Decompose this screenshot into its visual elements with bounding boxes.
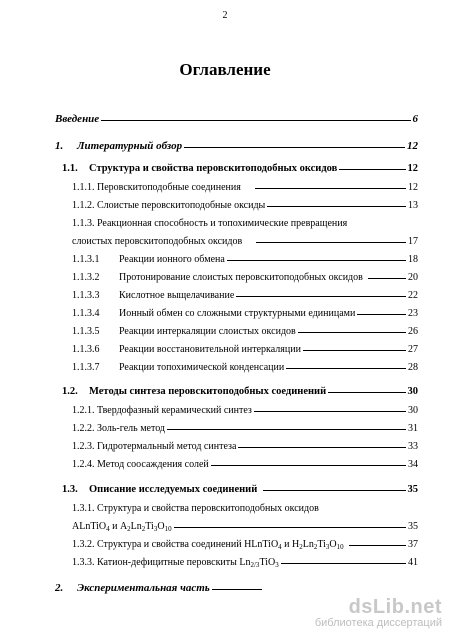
toc-entry-label: Структура и свойства перовскитоподобных оксидов — [89, 163, 338, 174]
toc-entry-chapter-2 — [55, 582, 264, 594]
toc-entry-page: 26 — [408, 326, 418, 337]
toc-entry-1-1-3-4 — [72, 308, 418, 320]
toc-entry-page: 12 — [407, 140, 418, 152]
leader-line — [174, 527, 406, 528]
leader-line — [236, 296, 406, 297]
toc-entry-chapter-1 — [55, 140, 418, 152]
toc-entry-label: Реакции восстановительной интеркаляции — [119, 344, 301, 355]
toc-entry-page: 6 — [412, 113, 418, 125]
leader-line — [368, 278, 406, 279]
leader-line — [357, 314, 406, 315]
toc-entry-page: 30 — [407, 386, 418, 397]
leader-line — [303, 350, 406, 351]
leader-line — [167, 429, 406, 430]
toc-entry-number: 1.1.3.6 — [72, 344, 100, 355]
toc-entry-section-1-3 — [62, 484, 418, 496]
toc-entry-label: 1.1.3. Реакционная способность и топохимические превращения — [72, 218, 348, 229]
toc-entry-page: 41 — [408, 557, 418, 568]
toc-entry-label: Реакции интеркаляции слоистых оксидов — [119, 326, 296, 337]
leader-line — [184, 147, 405, 148]
toc-entry-label: 1.2.2. Золь-гель метод — [72, 423, 166, 434]
toc-entry-1-1-2 — [72, 200, 418, 212]
toc-entry-1-1-3-2 — [72, 272, 418, 284]
toc-entry-1-2-4 — [72, 459, 418, 471]
toc-entry-page: 13 — [408, 200, 418, 211]
toc-entry-page: 34 — [408, 459, 418, 470]
toc-entry-label: Реакции топохимической конденсации — [119, 362, 285, 373]
toc-entry-label: Введение — [55, 113, 100, 125]
toc-entry-label: Литературный обзор — [77, 140, 183, 152]
toc-entry-page: 17 — [408, 236, 418, 247]
toc-entry-page: 35 — [407, 484, 418, 495]
leader-line — [255, 188, 406, 189]
leader-line — [227, 260, 406, 261]
toc-entry-1-1-1 — [72, 182, 418, 194]
toc-entry-1-3-1-line2 — [72, 521, 418, 533]
toc-entry-page: 33 — [408, 441, 418, 452]
toc-entry-number: 1.1.3.7 — [72, 362, 100, 373]
toc-entry-number: 2. — [55, 582, 64, 594]
toc-entry-page: 20 — [408, 272, 418, 283]
leader-line — [254, 411, 406, 412]
toc-entry-page: 12 — [407, 163, 418, 174]
toc-entry-1-2-1 — [72, 405, 418, 417]
leader-line — [256, 242, 406, 243]
toc-entry-page: 30 — [408, 405, 418, 416]
toc-entry-1-1-3-line2 — [72, 236, 418, 248]
toc-entry-page: 27 — [408, 344, 418, 355]
toc-entry-1-2-2 — [72, 423, 418, 435]
leader-line — [286, 368, 406, 369]
leader-line — [211, 465, 406, 466]
toc-entry-page: 31 — [408, 423, 418, 434]
toc-entry-1-3-2 — [72, 539, 418, 551]
toc-entry-label: 1.2.3. Гидротермальный метод синтеза — [72, 441, 237, 452]
toc-entry-page: 28 — [408, 362, 418, 373]
toc-entry-page: 23 — [408, 308, 418, 319]
page-number: 2 — [222, 10, 228, 21]
leader-line — [328, 392, 405, 393]
toc-entry-label: 1.2.1. Твердофазный керамический синтез — [72, 405, 252, 416]
toc-entry-label: Методы синтеза перовскитоподобных соединений — [89, 386, 327, 397]
toc-entry-label: Протонирование слоистых перовскитоподобных оксидов — [119, 272, 363, 283]
leader-line — [298, 332, 406, 333]
toc-entry-label: Описание исследуемых соединений — [89, 484, 258, 495]
toc-entry-number: 1.3. — [62, 484, 78, 495]
toc-entry-1-1-3-3 — [72, 290, 418, 302]
toc-entry-introduction — [55, 113, 418, 125]
toc-entry-label: Реакции ионного обмена — [119, 254, 225, 265]
toc-entry-1-1-3-line1 — [72, 218, 418, 230]
toc-entry-number: 1.1.3.3 — [72, 290, 100, 301]
toc-entry-number: 1.1.3.2 — [72, 272, 100, 283]
leader-line — [212, 589, 262, 590]
leader-line — [101, 120, 410, 121]
toc-entry-label: 1.3.1. Структура и свойства перовскитоподобных оксидов — [72, 503, 319, 514]
watermark-subtitle: библиотека диссертаций — [314, 617, 442, 629]
toc-entry-1-1-3-6 — [72, 344, 418, 356]
toc-entry-label: Ионный обмен со сложными структурными единицами — [119, 308, 356, 319]
toc-entry-1-3-1-line1 — [72, 503, 418, 515]
toc-entry-page: 12 — [408, 182, 418, 193]
toc-entry-number: 1.1. — [62, 163, 78, 174]
toc-entry-page: 37 — [408, 539, 418, 550]
toc-title: Оглавление — [179, 60, 271, 79]
leader-line — [281, 563, 406, 564]
watermark-logo: dsLib.net — [348, 596, 442, 618]
leader-line — [263, 490, 405, 491]
leader-line — [267, 206, 406, 207]
leader-line — [339, 169, 405, 170]
toc-entry-formula: ALnTiO$_4$ и $A_2Ln_2Ti_3O_{10}$ — [72, 521, 172, 533]
toc-entry-section-1-1 — [62, 163, 418, 175]
toc-entry-1-2-3 — [72, 441, 418, 453]
toc-entry-label: Экспериментальная часть — [77, 582, 210, 594]
watermark — [315, 596, 442, 629]
toc-entry-label: 1.3.3. Катион-дефицитные перовскиты $Ln_{2/3}TiO_3$ — [72, 557, 279, 569]
toc-entry-label: 1.1.2. Слоистые перовскитоподобные оксиды — [72, 200, 266, 211]
toc-entry-section-1-2 — [62, 386, 418, 398]
toc-entry-1-3-3 — [72, 557, 418, 569]
toc-entry-number: 1.2. — [62, 386, 78, 397]
toc-entry-label: 1.1.1. Перовскитоподобные соединения — [72, 182, 241, 193]
toc-entry-label: Кислотное выщелачивание — [119, 290, 235, 301]
toc-entry-1-1-3-1 — [72, 254, 418, 266]
toc-entry-page: 22 — [408, 290, 418, 301]
toc-entry-number: 1.1.3.5 — [72, 326, 100, 337]
leader-line — [349, 545, 406, 546]
leader-line — [238, 447, 406, 448]
toc-entry-1-1-3-7 — [72, 362, 418, 374]
toc-entry-page: 35 — [408, 521, 418, 532]
toc-entry-number: 1. — [55, 140, 64, 152]
toc-entry-label: 1.2.4. Метод соосаждения солей — [72, 459, 209, 470]
toc-entry-label: слоистых перовскитоподобных оксидов — [72, 236, 243, 247]
toc-entry-1-1-3-5 — [72, 326, 418, 338]
toc-entry-number: 1.1.3.4 — [72, 308, 100, 319]
toc-entry-number: 1.1.3.1 — [72, 254, 100, 265]
toc-entry-label: 1.3.2. Структура и свойства соединений HLnTiO$_4$ и $H_2Ln_2Ti_3O_{10}$ — [72, 539, 344, 551]
toc-entry-page: 18 — [408, 254, 418, 265]
